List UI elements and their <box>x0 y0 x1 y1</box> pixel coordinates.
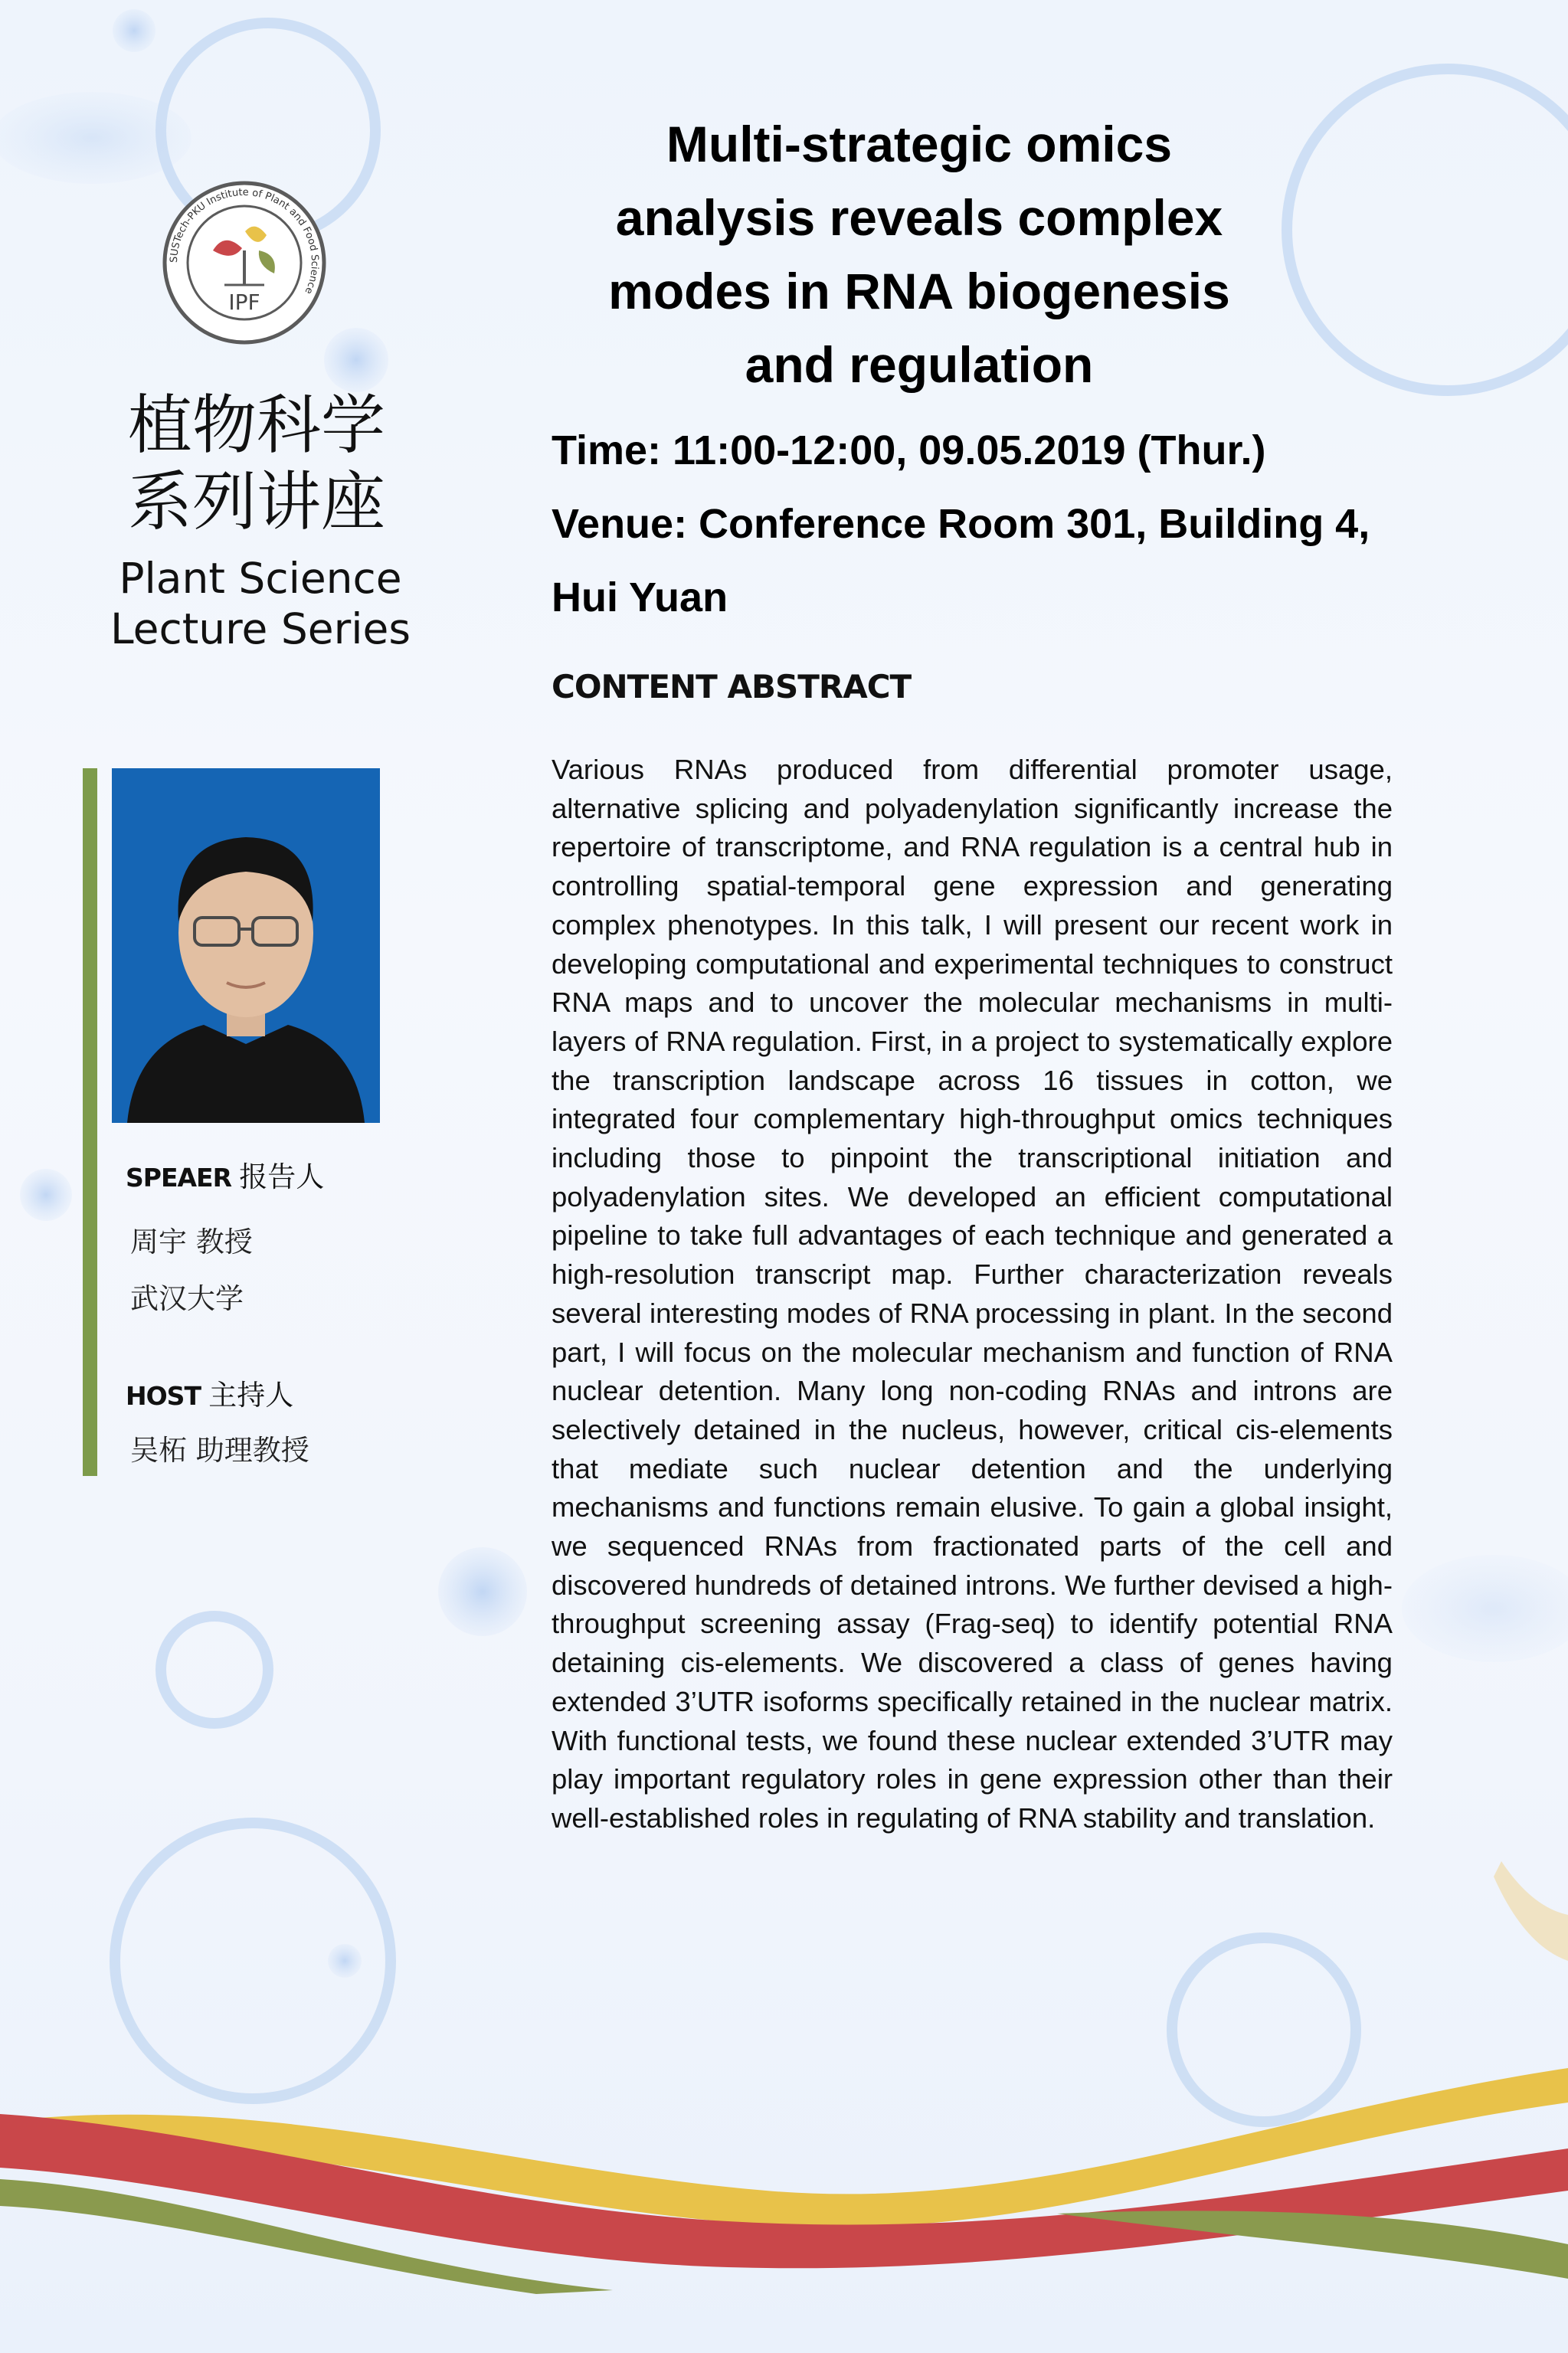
talk-venue-line1: Venue: Conference Room 301, Building 4, <box>552 501 1370 547</box>
logo-ring-text: SUSTech-PKU Institute of Plant and Food Science <box>168 186 321 296</box>
talk-title-line2: analysis reveals complex <box>615 189 1223 246</box>
talk-venue-line2: Hui Yuan <box>552 574 728 620</box>
speaker-name: 周宇 教授 <box>130 1226 253 1258</box>
series-title-en <box>77 553 444 654</box>
abstract-text: Various RNAs produced from differential promoter usage, alternative splicing and polyadenylation significantly increase the repertoire of transcriptome, and RNA regulation is a central hub in controlling spatial-temporal gene expression and generating complex phenotypes. In this talk, I will present our recent work in developing computational and experimental techniques to construct RNA maps and to uncover the molecular mechanisms in multi-layers of RNA regulation. First, in a project to systematically explore the transcription landscape across 16 tissues in cotton, we integrated four complementary high-throughput omics techniques including those to pinpoint the transcriptional initiation and polyadenylation sites. We developed an efficient computational pipeline to take full advantages of each technique and generated a high-resolution transcript map. Further characterization reveals several interesting modes of RNA processing in plant. In the second part, I will focus on the molecular mechanism and function of RNA nuclear detention. Many long non-coding RNAs and introns are selectively detained in the nucleus, however, critical cis-elements that mediate such nuclear detention and the underlying mechanisms and functions remain elusive. To gain a global insight, we sequenced RNAs from fractionated parts of the cell and discovered hundreds of detained introns. We further devised a high-throughput screening assay (Frag-seq) to identify potential RNA detaining cis-elements. We discovered a class of genes having extended 3’UTR isoforms specifically retained in the nuclear matrix. With functional tests, we found these nuclear extended 3’UTR may play important regulatory roles in gene expression other than their well-established roles in regulating of RNA stability and translation. <box>552 754 1393 1834</box>
talk-title <box>552 107 1287 401</box>
talk-title-line1: Multi-strategic omics <box>666 116 1173 172</box>
series-title-en-line1: Plant Science <box>119 554 402 603</box>
speaker-label-cn: 报告人 <box>239 1160 325 1193</box>
talk-title-line3: modes in RNA biogenesis <box>608 263 1230 319</box>
speaker-affiliation: 武汉大学 <box>130 1282 244 1315</box>
speaker-photo <box>112 768 380 1123</box>
speaker-label <box>126 1160 324 1195</box>
talk-title-line4: and regulation <box>745 336 1094 393</box>
host-label <box>126 1379 293 1413</box>
series-title-cn <box>77 387 437 540</box>
ipf-logo <box>159 178 329 348</box>
accent-bar <box>83 768 97 1476</box>
host-label-cn: 主持人 <box>208 1379 294 1412</box>
series-title-en-line2: Lecture Series <box>110 604 411 653</box>
abstract-heading: CONTENT ABSTRACT <box>552 668 912 705</box>
logo-abbr: IPF <box>228 290 260 315</box>
host-label-en: HOST <box>126 1381 201 1411</box>
series-title-cn-line1: 植物科学 <box>127 388 385 463</box>
series-title-cn-line2: 系列讲座 <box>127 464 385 539</box>
speaker-label-en: SPEAER <box>126 1163 231 1193</box>
talk-time: Time: 11:00-12:00, 09.05.2019 (Thur.) <box>552 427 1266 473</box>
host-name: 吴柘 助理教授 <box>130 1434 309 1467</box>
